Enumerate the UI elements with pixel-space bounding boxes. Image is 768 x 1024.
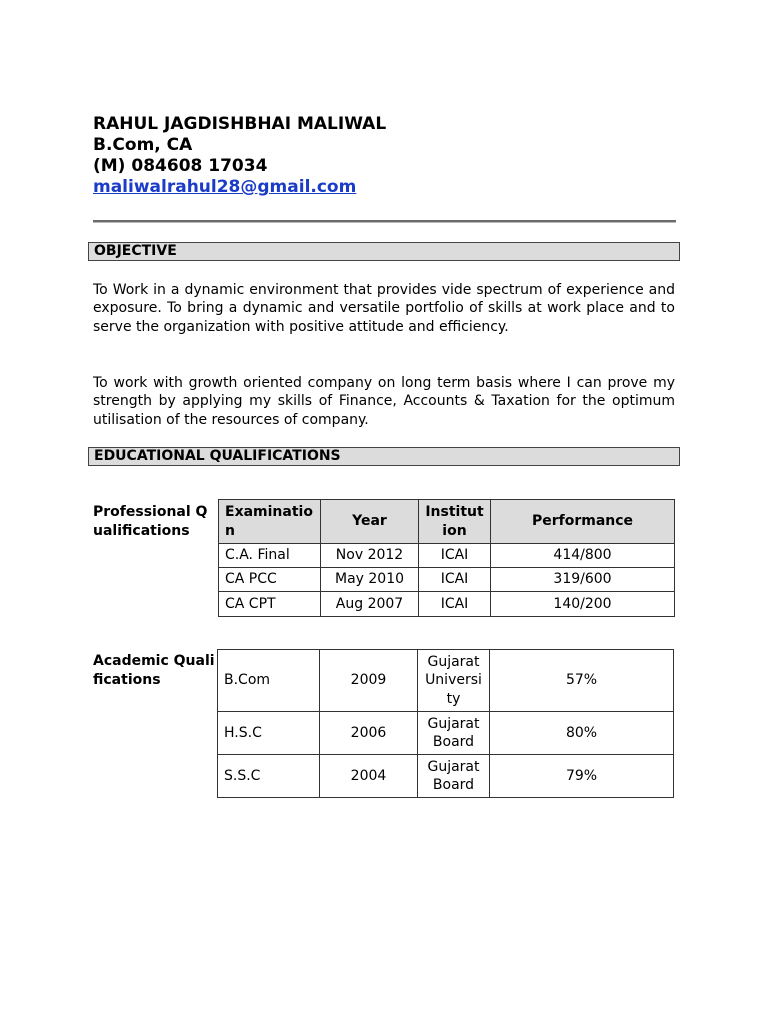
table-row (219, 592, 675, 617)
professional-qualifications-table (218, 499, 675, 617)
table-cell: 2006 (320, 712, 418, 755)
table-cell: 80% (490, 712, 674, 755)
table-cell: H.S.C (218, 712, 320, 755)
table-row (219, 544, 675, 568)
table-cell: ICAI (419, 568, 491, 592)
table-cell: 79% (490, 755, 674, 798)
table-cell: CA PCC (219, 568, 321, 592)
table-cell: B.Com (218, 650, 320, 712)
table-row (218, 650, 674, 712)
resume-header (93, 114, 386, 198)
table-cell: 414/800 (491, 544, 675, 568)
table-cell: S.S.C (218, 755, 320, 798)
table-cell: 2009 (320, 650, 418, 712)
objective-paragraph-1: To Work in a dynamic environment that provides vide spectrum of experience and exposure. To bring a dynamic and versatile portfolio of skills at work place and to serve the organization with positive attitude and efficiency. (93, 282, 675, 335)
academic-qualifications-label: Academic Qualifications (93, 653, 215, 688)
table-cell: 57% (490, 650, 674, 712)
table-cell: 319/600 (491, 568, 675, 592)
table-cell: Gujarat Board (418, 755, 490, 798)
candidate-mobile: (M) 084608 17034 (93, 156, 268, 176)
objective-paragraph-2: To work with growth oriented company on long term basis where I can prove my strength by applying my skills of Finance, Accounts & Taxation for the optimum utilisation of the resources of company. (93, 375, 675, 428)
email-link[interactable]: maliwalrahul28@gmail.com (93, 177, 357, 197)
table-cell: ICAI (419, 544, 491, 568)
academic-qualifications-table (217, 649, 674, 798)
column-header-examination: Examination (219, 500, 321, 544)
table-cell: CA CPT (219, 592, 321, 617)
table-cell: C.A. Final (219, 544, 321, 568)
table-cell: 140/200 (491, 592, 675, 617)
table-row (218, 755, 674, 798)
header-divider (93, 220, 676, 223)
table-header-row (219, 500, 675, 544)
table-row (219, 568, 675, 592)
table-cell: 2004 (320, 755, 418, 798)
table-cell: Aug 2007 (321, 592, 419, 617)
education-heading: EDUCATIONAL QUALIFICATIONS (88, 447, 680, 466)
table-cell: Gujarat Board (418, 712, 490, 755)
column-header-year: Year (321, 500, 419, 544)
table-cell: Nov 2012 (321, 544, 419, 568)
table-cell: Gujarat University (418, 650, 490, 712)
professional-qualifications-label: Professional Qualifications (93, 504, 208, 539)
candidate-degree: B.Com, CA (93, 135, 193, 155)
column-header-institution: Institution (419, 500, 491, 544)
candidate-name: RAHUL JAGDISHBHAI MALIWAL (93, 114, 387, 134)
objective-heading: OBJECTIVE (88, 242, 680, 261)
column-header-performance: Performance (491, 500, 675, 544)
table-cell: May 2010 (321, 568, 419, 592)
table-row (218, 712, 674, 755)
table-cell: ICAI (419, 592, 491, 617)
